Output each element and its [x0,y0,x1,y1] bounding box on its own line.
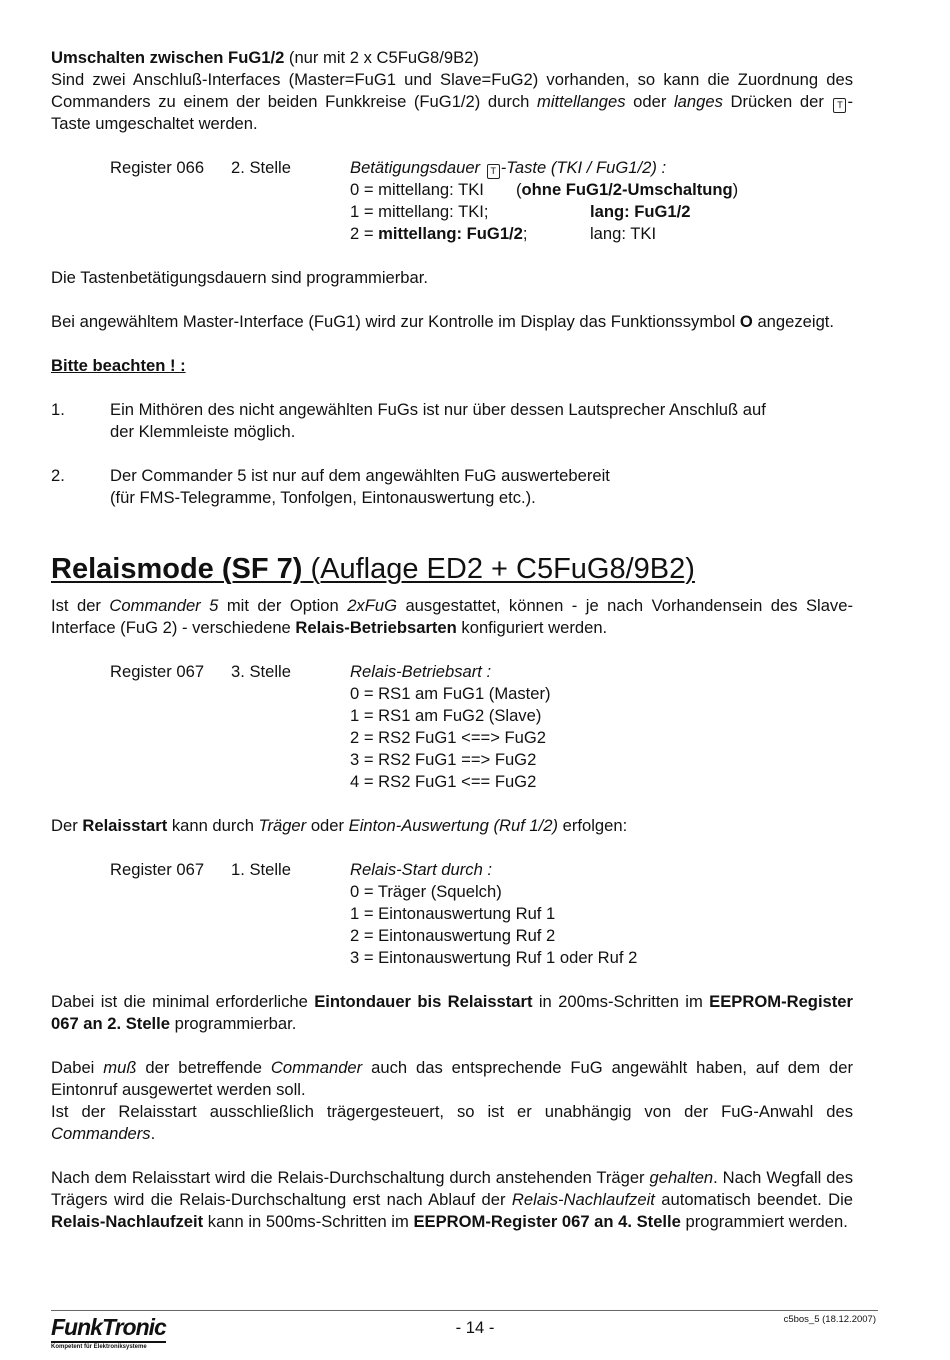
list-item: 1. Ein Mithören des nicht angewählten FuGs ist nur über dessen Lautsprecher Anschluß auf der Klemmleiste möglich. [51,400,766,441]
register-label: Register 066 [110,158,205,177]
paragraph-intro: Sind zwei Anschluß-Interfaces (Master=FuG1 und Slave=FuG2) vorhanden, so kann die Zuordnung des Commanders zu einem der beiden Funkkreise (FuG1/2) durch mittellanges oder langes Drücken der T -Taste umgeschaltet werden. [51,70,853,133]
note-heading: Bitte beachten ! : [51,356,186,375]
paragraph-commander-fug: Dabei muß der betreffende Commander auch das entsprechende FuG angewählt haben, auf dem der Eintonruf ausgewertet werden soll. [51,1058,853,1099]
section-title-umschalten: Umschalten zwischen FuG1/2 (nur mit 2 x C5FuG8/9B2) [51,48,479,67]
paragraph-programmable: Die Tastenbetätigungsdauern sind programmierbar. [51,268,428,287]
option: 1 = Eintonauswertung Ruf 1 [350,904,556,923]
option: 3 = RS2 FuG1 ==> FuG2 [350,750,537,769]
list-item: 2. Der Commander 5 ist nur auf dem angewählten FuG auswertebereit (für FMS-Telegramme, Tonfolgen, Eintonauswertung etc.). [51,466,610,507]
option: 4 = RS2 FuG1 <== FuG2 [350,772,537,791]
t-key-icon: T [487,164,500,179]
funktronic-logo: FunkTronic Kompetent für Elektroniksysteme [51,1314,166,1350]
register-067-betriebsart: Register 067 3. Stelle Relais-Betriebsart : 0 = RS1 am FuG1 (Master) 1 = RS1 am FuG2 (Slave) 2 = RS2 FuG1 <==> FuG2 3 = RS2 FuG1 ==> FuG2 4 = RS2 FuG1 <== FuG2 [51,661,853,793]
paragraph-relais-intro: Ist der Commander 5 mit der Option 2xFuG ausgestattet, können - je nach Vorhandensein des Slave-Interface (FuG 2) - verschiedene Relais-Betriebsarten konfiguriert werden. [51,596,853,637]
option: 0 = RS1 am FuG1 (Master) [350,684,551,703]
register-title: Relais-Start durch : [350,860,493,879]
option: 2 = Eintonauswertung Ruf 2 [350,926,556,945]
option: 0 = Träger (Squelch) [350,882,502,901]
paragraph-relaisstart: Der Relaisstart kann durch Träger oder Einton-Auswertung (Ruf 1/2) erfolgen: [51,816,628,835]
option-0: 0 = mittellang: TKI (ohne FuG1/2-Umschaltung) [350,180,739,199]
paragraph-master-interface: Bei angewähltem Master-Interface (FuG1) wird zur Kontrolle im Display das Funktionssymbol O angezeigt. [51,312,835,331]
paragraph-nachlaufzeit: Nach dem Relaisstart wird die Relais-Durchschaltung durch anstehenden Träger gehalten. Nach Wegfall des Trägers wird die Relais-Durchschaltung erst nach Ablauf der Relais-Nachlaufzeit automatisch beendet. Die Relais-Nachlaufzeit kann in 500ms-Schritten im EEPROM-Register 067 an 4. Stelle programmiert werden. [51,1168,854,1231]
register-position: 2. Stelle [231,158,291,177]
t-key-icon: T [833,98,846,113]
paragraph-traeger: Ist der Relaisstart ausschließlich trägergesteuert, so ist er unabhängig von der FuG-Anwahl des Commanders. [51,1102,853,1143]
register-066-block [51,157,853,245]
option-1: 1 = mittellang: TKI; lang: FuG1/2 [350,202,691,221]
option: 2 = RS2 FuG1 <==> FuG2 [350,728,547,747]
paragraph-eintondauer: Dabei ist die minimal erforderliche Eintondauer bis Relaisstart in 200ms-Schritten im EEPROM-Register 067 an 2. Stelle programmierbar. [51,992,853,1033]
option-2: 2 = mittellang: FuG1/2; lang: TKI [350,224,657,243]
register-title: Betätigungsdauer T -Taste (TKI / FuG1/2) : [350,158,667,177]
option: 1 = RS1 am FuG2 (Slave) [350,706,542,725]
page-number: - 14 - [455,1318,495,1337]
page-content [51,47,853,1233]
register-067-start: Register 067 1. Stelle Relais-Start durch : 0 = Träger (Squelch) 1 = Eintonauswertung Ruf 1 2 = Eintonauswertung Ruf 2 3 = Eintonauswertung Ruf 1 oder Ruf 2 [51,859,853,969]
document-reference: c5bos_5 (18.12.2007) [783,1314,876,1325]
register-title: Relais-Betriebsart : [350,662,492,681]
footer-divider [51,1310,878,1311]
option: 3 = Eintonauswertung Ruf 1 oder Ruf 2 [350,948,638,967]
section-heading-relaismode: Relaismode (SF 7) (Auflage ED2 + C5FuG8/9B2) [51,553,695,585]
